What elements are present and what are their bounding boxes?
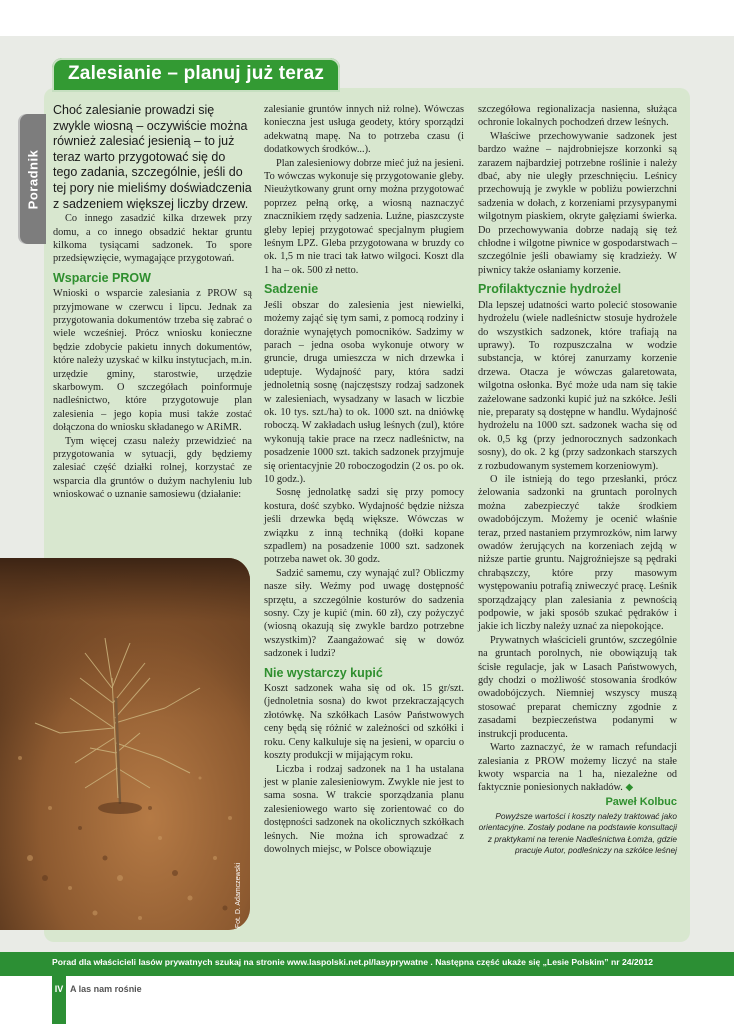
section-heading: Wsparcie PROW [53,270,151,285]
paragraph: Dla lepszej udatności warto polecić stosowanie hydrożelu (wiele nadleśnictw stosuje hydrożele do wszystkich sadzonek, które trafiają na uprawy). To rozpuszczalna w wodzie substancja, w której zanurzamy korzenie drzewa. Otacza je wówczas galaretowata, wilgotna osłonka. Być może uda nam się takie zażelowane sadzonki kupić już na szkółce. Jeśli nie, preparaty są dostępne w handlu. Wydajność hydrożelu na 1000 szt. sadzonek wacha się od ok. 0,5 kg (przy jednorocznych sadzonkach sosny), do ok. 2 kg (przy sadzonkach starszych z rozbudowanym systemem korzeniowym). [478,299,677,472]
seedling-photo [0,558,250,930]
end-mark-icon: ◆ [625,782,634,794]
section-heading: Profilaktycznie hydrożel [478,282,622,297]
paragraph: Koszt sadzonek waha się od ok. 15 gr/szt. (jednoletnia sosna) do kwot przekraczających złotówkę. Na szkółkach Lasów Państwowych ceny będą się różnić w zależności od szkółki i roku. Ceny kalkuluje się na jesieni, w oparciu o koszty produkcji w mijającym roku. [264,683,464,762]
column-2 [264,103,464,856]
pine-seedling-illustration [0,558,250,930]
column-3 [478,103,677,856]
magazine-section-name: A las nam rośnie [70,984,142,994]
page-number: IV [54,984,64,994]
title-tab [52,58,340,92]
paragraph: Liczba i rodzaj sadzonek na 1 ha ustalana jest w planie zalesieniowym. Zwykle nie jest to sama sosna. W trakcie sporządzania planu zalesieniowego warto się zorientować co do dostępności sadzonek na okolicznych szkółkach leśnych. Nie można ich sprowadzać z dowolnych miejsc, w Polsce obowiązuje [264,763,464,855]
paragraph: Plan zalesieniowy dobrze mieć już na jesieni. To wówczas wykonuje się przygotowanie gleby. Nieużytkowany grunt orny można przygotować poprzez pełną orkę, a wiosną naznaczyć znacznikiem rzędy sadzenia. Luźne, piaszczyste gleby lepiej przygotować specjalnym pługiem leśnym LPZ. Gleba przygotowana w bruzdy co ok. 1,5 m nie traci tak łatwo wilgoci. Koszt dla 1 ha – ok. 500 zł netto. [264,157,464,276]
lead-paragraph: Choć zalesianie prowadzi się zwykle wiosną – oczywiście można również zalesiać jesienią – to już teraz warto przygotować się do tego zadania, szczególnie, jeśli do tej pory nie mieliśmy doświadczenia z sadzeniem większej liczby drzew. [53,103,252,211]
column-1 [53,103,252,502]
paragraph: zalesianie gruntów innych niż rolne). Wówczas konieczna jest usługa geodety, który sporządzi adekwatną mapę. Na to potrzeba czasu (i dodatkowych środków...). [264,104,464,156]
photo-credit: Fot. D. Adamczewski [235,862,243,929]
paragraph: Właściwe przechowywanie sadzonek jest bardzo ważne – najdrobniejsze korzonki są zarazem najbardziej potrzebne roślinie i należy dbać, aby nie uległy przeschnięciu. Leśnicy przechowują je zwykle w pobliżu powierzchni sadzenia w dołach, z korzeniami przysypanymi wilgotnym piaskiem, okryte gałęziami świerka. Do przechowywania dobrze nadają się też chłodne i wilgotne piwnice w gospodarstwach – szczególnie jeśli obawiamy się kradzieży. W piwnicy także osłaniamy korzenie. [478,130,677,276]
paragraph: Warto zaznaczyć, że w ramach refundacji zalesiania z PROW możemy liczyć na stałe kwoty wsparcia na 1 ha, niezależne od faktycznie poniesionych nakładów. ◆ [478,742,677,794]
section-heading: Sadzenie [264,282,319,297]
section-tab [20,114,46,244]
paragraph: Co innego zasadzić kilka drzewek przy domu, a co innego obsadzić hektar gruntu kilkoma tysiącami sadzonek. To spore przedsięwzięcie, wymagające przygotowań. [53,213,252,265]
author-note: Powyższe wartości i koszty należy traktować jako orientacyjne. Zostały podane na podstawie konsultacji z praktykami na terenie Nadleśnictwa Łomża, gdzie pracuje Autor, podleśniczy na szkółce leśnej [478,811,677,855]
author-name: Paweł Kolbuc [605,795,677,808]
paragraph: O ile istnieją do tego przesłanki, prócz żelowania sadzonki na gruntach porolnych można zabezpieczyć także środkiem owadobójczym. Możemy je ocenić właśnie teraz, przed nastaniem przymrozków, nim larwy owadów żerujących na korzeniach zejdą w niższe partie gruntu. Najgroźniejsze są pędraki chrabąszczy, które przy masowym występowaniu potrafią zniweczyć pracę. Leśnik sporządzający plan zalesiania z pewnością podpowie, w jaki sposób szukać pędraków i jakie ich liczby należy uznać za niepokojące. [478,473,677,633]
paragraph: szczegółowa regionalizacja nasienna, służąca ochronie lokalnych pochodzeń drzew leśnych. [478,104,677,129]
paragraph: Tym więcej czasu należy przewidzieć na przygotowania w sytuacji, gdy będziemy zalesiać część działki rolnej, korzystać ze wsparcia dla gruntów o dużym nachyleniu lub wnioskować o uznanie samosiewu (działanie: [53,435,252,501]
footer-banner-text: Porad dla właścicieli lasów prywatnych szukaj na stronie www.laspolski.net.pl/lasyprywatne . Następna część ukaże się „Lesie Polskim” nr 24/2012 [52,957,654,967]
paragraph: Sosnę jednolatkę sadzi się przy pomocy kostura, dość szybko. Wydajność będzie niższa jeśli drzewka będą większe. Wówczas w związku z inną techniką (dołki kopane szpadlem) na posadzenie 1000 szt. sadzonek potrzeba nawet ok. 30 godz. [264,487,464,566]
section-heading: Nie wystarczy kupić [264,665,383,680]
section-label: Poradnik [25,149,41,209]
top-margin [0,0,734,36]
paragraph: Jeśli obszar do zalesienia jest niewielki, możemy zająć się tym sami, z pomocą rodziny i doraźnie wynajętych pomocników. Sadzimy w parach – jedna osoba wykonuje otwory w gruncie, druga umieszcza w nich drzewka i udeptuje. Wydajność pary, która sadzi jednoletnią sosnę (najczęstszy rodzaj sadzonek w zalesieniach, wysadzany w lasach w liczbie ok. 10 tys. szt./ha) to ok. 1000 szt. na dniówkę roboczą. W zakładach usług leśnych (zul), które wykonują takie prace na rzecz nadleśnictw, na posadzenie 1000 szt. takich sadzonek przyjmuje się orientacyjnie 20 roboczogodzin (2 os. po ok. 10 godz.). [264,299,464,485]
paragraph: Sadzić samemu, czy wynająć zul? Obliczmy nasze siły. Weźmy pod uwagę dostępność sprzętu, a szczególnie kosturów do sadzenia sosny. Czy je kupić (min. 60 zł), czy pożyczyć (wiosną okazują się zwykle bardzo potrzebne wszystkim)? Zaangażować się w dowóz sadzonek i ludzi? [264,567,464,660]
footer-banner [0,952,734,976]
paragraph: Wnioski o wsparcie zalesiania z PROW są przyjmowane w czerwcu i lipcu. Jednak za przygotowania dokumentów trzeba się zabrać o wiele wcześniej. Prócz wniosku konieczne będzie zdobycie pakietu innych dokumentów, które należy uzyskać w kilku instytucjach, m.in. urzędzie gminy, starostwie, urzędzie skarbowym. O szczegółach poinformuje nadleśnictwo, które przygotowuje plan zalesienia – jego kopia musi także zostać dołączona do wniosku składanego w ARiMR. [53,288,252,434]
article-title: Zalesianie – planuj już teraz [68,63,325,84]
paragraph: Prywatnych właścicieli gruntów, szczególnie na gruntach porolnych, nie obowiązują tak ścisłe regulacje, jak w Lasach Państwowych, gdy chodzi o możliwość stosowania środków owadobójczych. Niemniej wszyscy muszą stosować preparat chemiczny zgodnie z zasadami bezpieczeństwa podanymi w instrukcji producenta. [478,634,677,740]
